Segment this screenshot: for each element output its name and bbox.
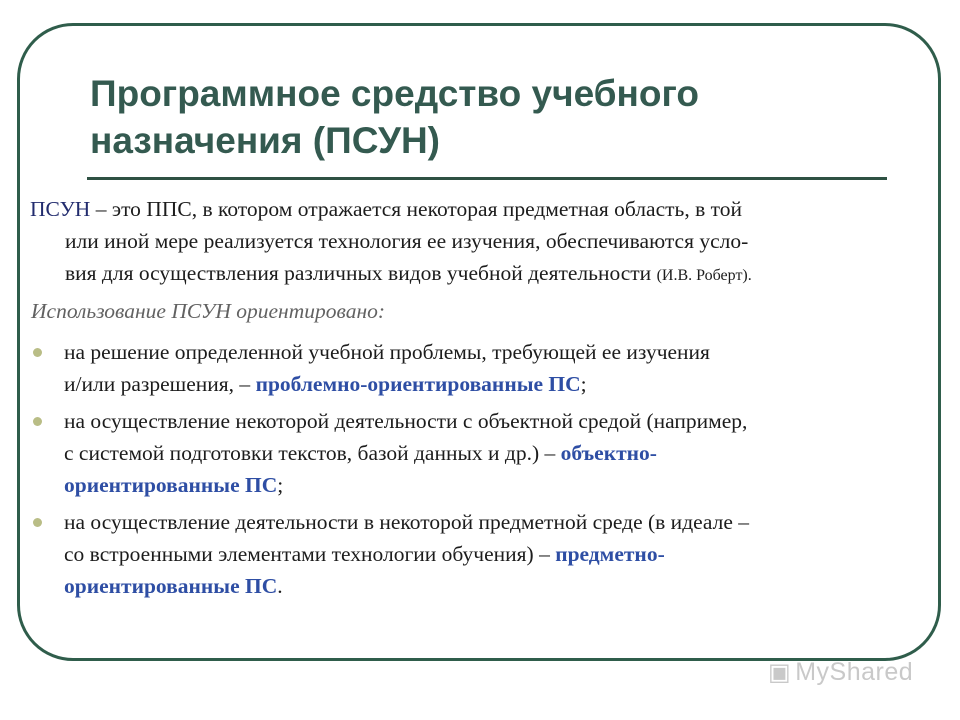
bullet-2-line-2: с системой подготовки текстов, базой данных и др.) – bbox=[64, 441, 561, 465]
definition-line-1: – это ППС, в котором отражается некоторая предметная область, в той bbox=[90, 197, 742, 221]
list-item bbox=[0, 336, 960, 400]
bullet-2-highlight-a: объектно- bbox=[560, 441, 657, 465]
bullet-3-end: . bbox=[277, 574, 283, 598]
definition-line-2: или иной мере реализуется технология ее изучения, обеспечиваются усло- bbox=[65, 229, 749, 253]
bullet-list bbox=[0, 336, 960, 602]
title-line-1: Программное средство учебного bbox=[90, 73, 700, 114]
list-item bbox=[0, 405, 960, 501]
bullet-1-end: ; bbox=[580, 372, 587, 396]
title-line-2: назначения (ПСУН) bbox=[90, 120, 441, 161]
bullet-2-line-1: на осуществление некоторой деятельности с объектной средой (например, bbox=[64, 409, 748, 433]
definition-line-3: вия для осуществления различных видов учебной деятельности bbox=[65, 261, 657, 285]
watermark-text: MyShared bbox=[795, 658, 914, 686]
bullet-icon bbox=[33, 348, 42, 357]
bullet-icon bbox=[33, 417, 42, 426]
presentation-icon: ▣ bbox=[768, 659, 792, 686]
bullet-2-end: ; bbox=[277, 473, 284, 497]
definition-term: ПСУН bbox=[30, 197, 91, 221]
bullet-3-line-1: на осуществление деятельности в некоторой предметной среде (в идеале – bbox=[64, 510, 750, 534]
bullet-3-highlight-a: предметно- bbox=[555, 542, 665, 566]
bullet-2-highlight-b: ориентированные ПС bbox=[64, 473, 278, 497]
bullet-3-line-2: со встроенными элементами технологии обучения) – bbox=[64, 542, 556, 566]
bullet-1-highlight: проблемно-ориентированные ПС bbox=[255, 372, 581, 396]
bullet-1-line-2: и/или разрешения, – bbox=[64, 372, 256, 396]
bullet-3-highlight-b: ориентированные ПС bbox=[64, 574, 278, 598]
watermark bbox=[768, 658, 913, 687]
definition-paragraph bbox=[30, 193, 930, 292]
bullet-icon bbox=[33, 518, 42, 527]
title-divider bbox=[87, 177, 887, 180]
bullet-1-line-1: на решение определенной учебной проблемы, требующей ее изучения bbox=[64, 340, 710, 364]
list-item bbox=[0, 506, 960, 602]
slide-title bbox=[90, 70, 890, 164]
definition-author: (И.В. Роберт). bbox=[656, 267, 752, 284]
usage-intro: Использование ПСУН ориентировано: bbox=[31, 299, 386, 323]
